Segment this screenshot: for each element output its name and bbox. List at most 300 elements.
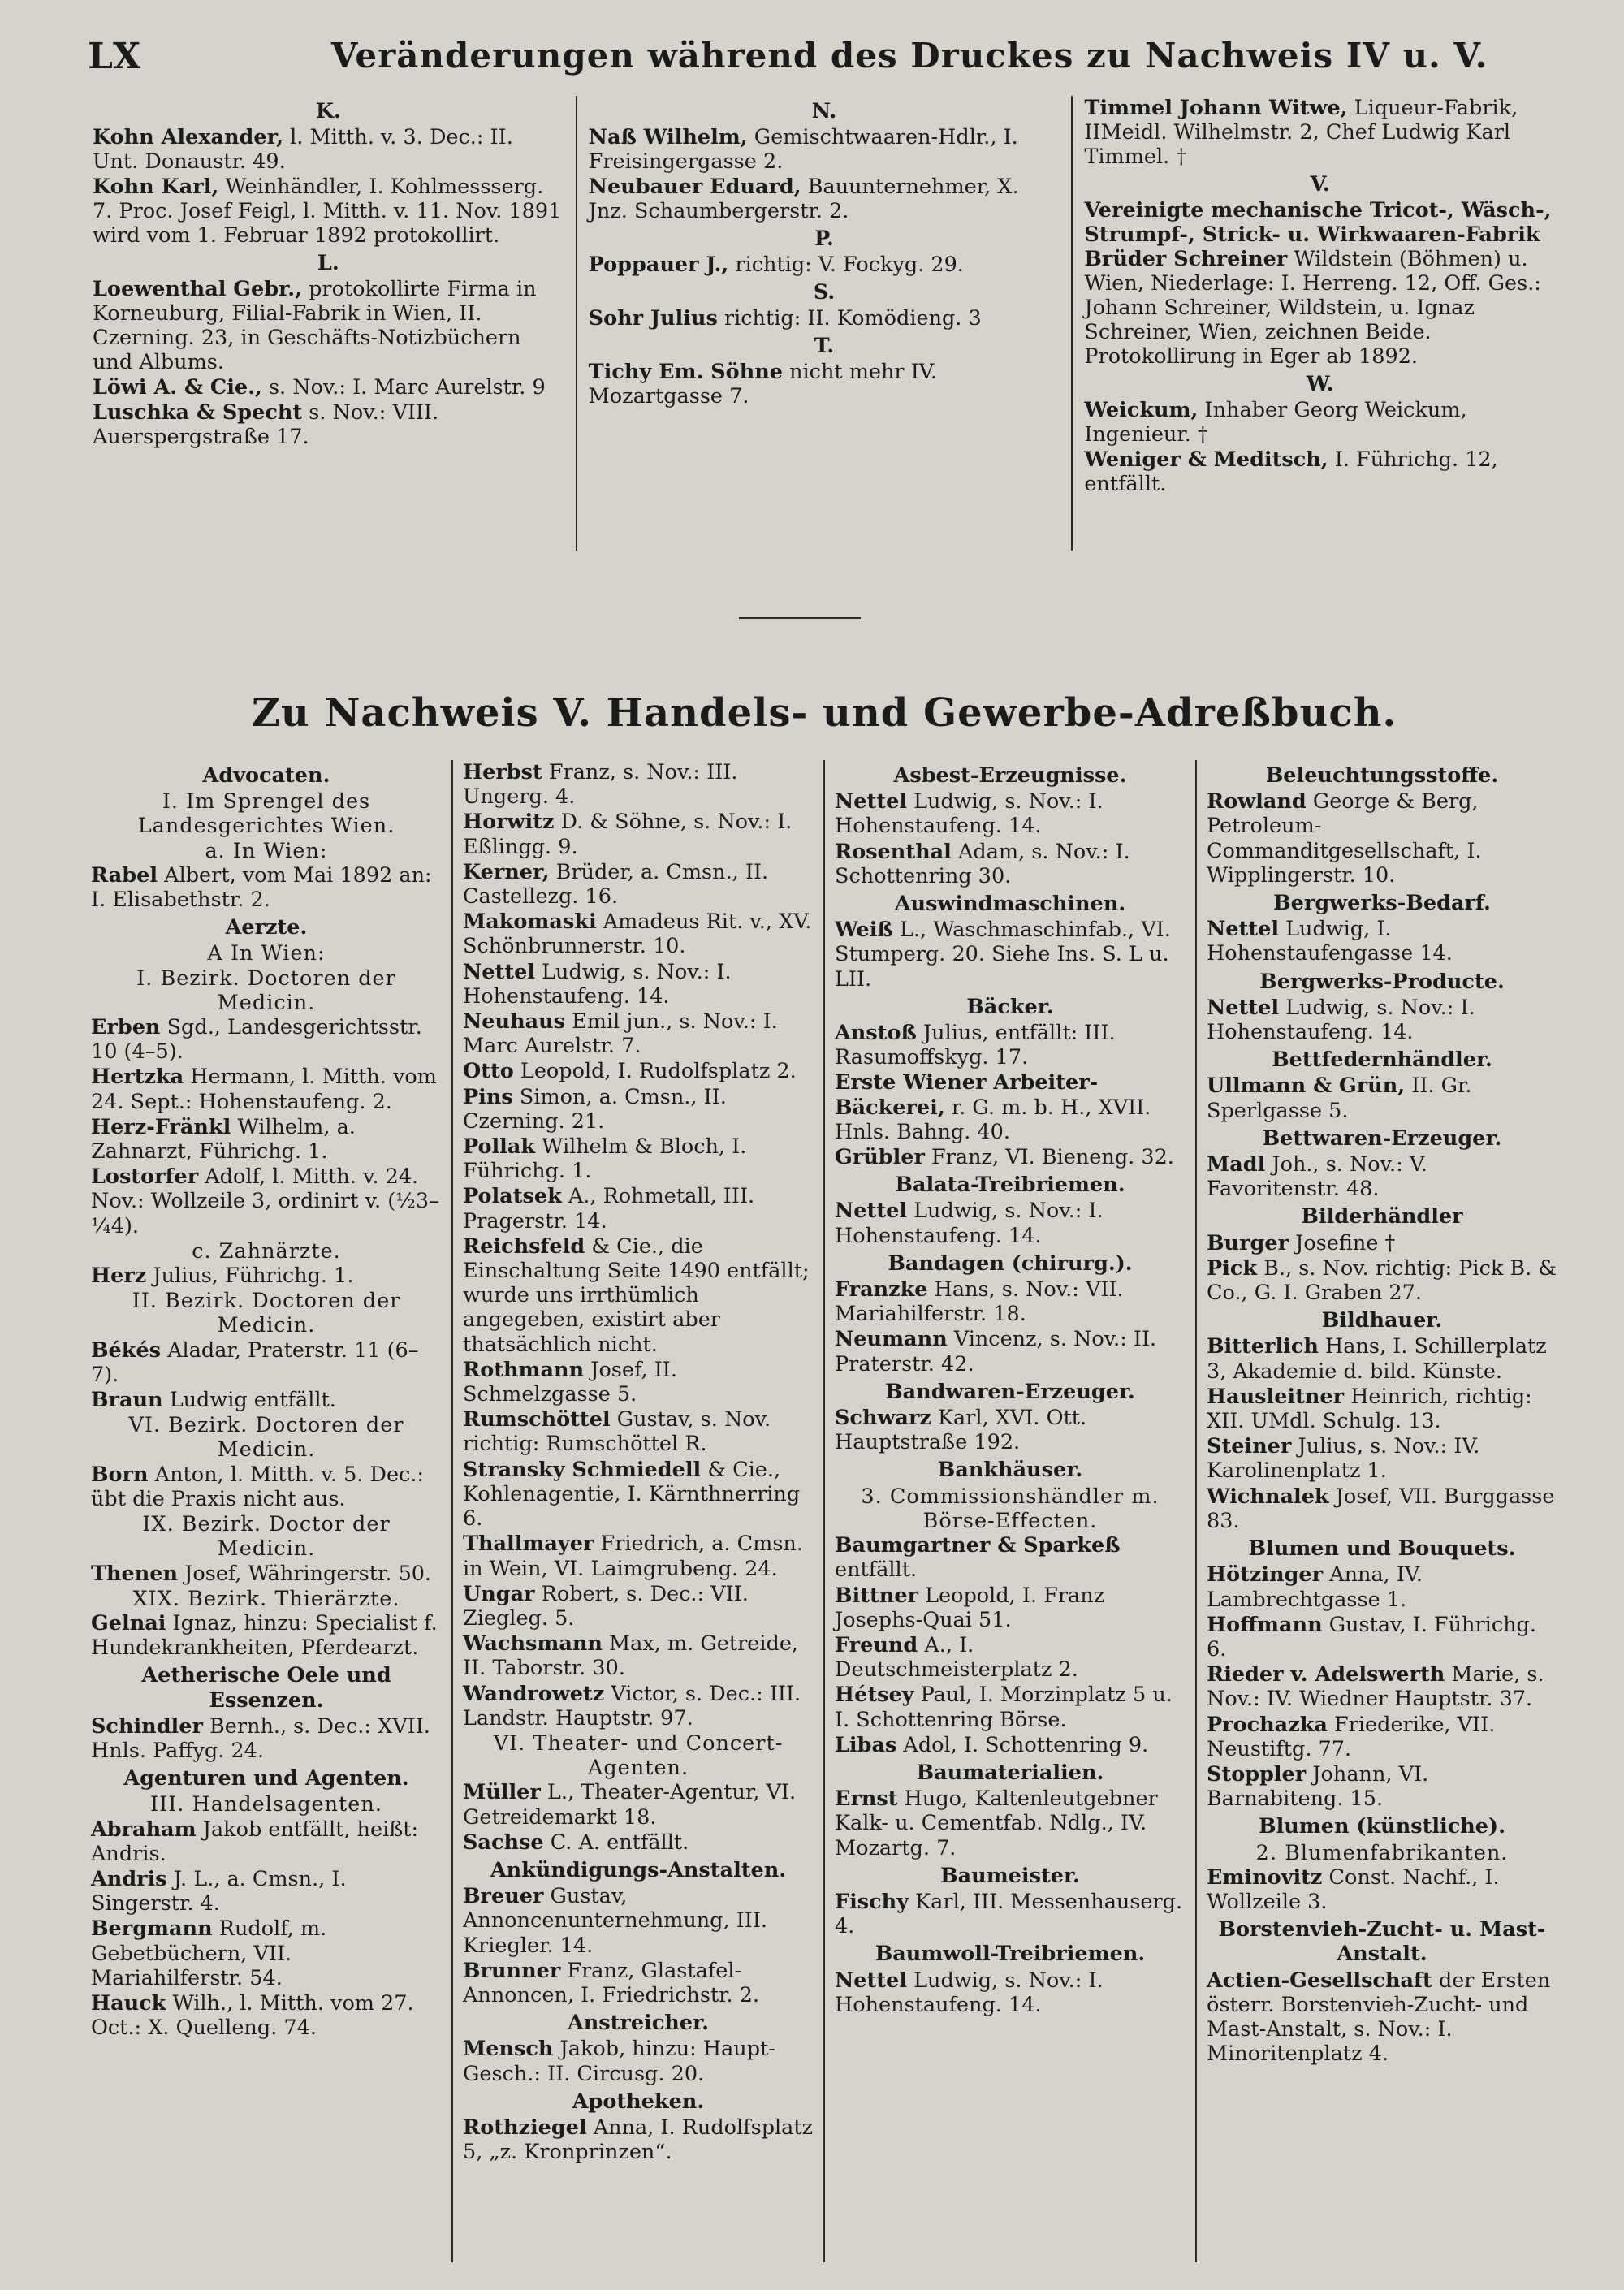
directory-entry: [1207, 1762, 1557, 1811]
directory-entry: [1207, 1256, 1557, 1305]
directory-entry: [93, 277, 564, 374]
category-heading: Agenturen und Agenten.: [123, 1766, 409, 1791]
entry-details: Friedrich, a. Cmsn. in Wein, VI. Laimgrubeng. 24.: [463, 1532, 803, 1581]
entry-details: Liqueur-Fabrik, IIMeidl. Wilhelmstr. 2, Chef Ludwig Karl Timmel. †: [1084, 96, 1518, 169]
entry-name: Horwitz: [463, 810, 555, 835]
entry-name: Polatsek: [463, 1184, 562, 1209]
entry-details: Gustav, s. Nov. richtig: Rumschöttel R.: [463, 1407, 771, 1457]
directory-entry: [93, 375, 564, 400]
subcategory-heading: I. Bezirk. Doctoren der Medicin.: [136, 966, 396, 1015]
entry-name: Rosenthal: [835, 839, 952, 864]
directory-entry: [1084, 96, 1556, 169]
entry-details: s. Nov.: VIII. Auerspergstraße 17.: [93, 400, 439, 449]
directory-entry: [1207, 1484, 1557, 1533]
subcategory-heading: II. Bezirk. Doctoren der Medicin.: [132, 1289, 401, 1338]
entry-details: George & Berg, Petroleum-Commanditgesellschaft, I. Wipplingerstr. 10.: [1207, 789, 1482, 888]
subcategory-heading: A In Wien:: [207, 941, 326, 966]
entry-name: Mensch: [463, 2037, 554, 2062]
entry-details: Josefine †: [1289, 1230, 1396, 1255]
directory-entry: [91, 1338, 442, 1387]
entry-details: Ludwig, I. Hohenstaufengasse 14.: [1207, 917, 1453, 966]
directory-entry: [463, 1184, 814, 1233]
entry-details: Brüder, a. Cmsn., II. Castellezg. 16.: [463, 859, 769, 910]
entry-name: Bergmann: [91, 1916, 213, 1942]
directory-entry: [1207, 1713, 1557, 1761]
directory-entry: [93, 175, 564, 248]
category-heading: Balata-Treibriemen.: [895, 1173, 1125, 1198]
directory-entry: [93, 400, 564, 449]
category-heading: Auswindmaschinen.: [894, 892, 1126, 917]
entry-details: Marie, s. Nov.: IV. Wiedner Hauptstr. 37.: [1207, 1662, 1544, 1712]
directory-entry: [835, 1683, 1186, 1731]
entry-details: Victor, s. Dec.: III. Landstr. Hauptstr. 97.: [463, 1681, 801, 1730]
entry-name: Brunner: [463, 1958, 561, 1983]
directory-entry: [91, 1562, 442, 1586]
entry-details: A., I. Deutschmeisterplatz 2.: [835, 1632, 1078, 1683]
entry-name: Kohn Alexander,: [93, 125, 284, 149]
directory-entry: [91, 1015, 442, 1064]
entry-details: & Cie., die Einschaltung Seite 1490 entfällt; wurde uns irrthümlich angegeben, existirt aber thatsächlich nicht.: [463, 1234, 810, 1357]
entry-name: Erben: [91, 1015, 161, 1040]
entry-name: Naß Wilhelm,: [588, 125, 748, 149]
entry-name: Ungar: [463, 1581, 535, 1606]
entry-details: Vincenz, s. Nov.: II. Praterstr. 42.: [835, 1327, 1157, 1376]
directory-entry: [835, 1145, 1186, 1169]
entry-name: Burger: [1207, 1230, 1289, 1255]
entry-details: Ludwig, s. Nov.: I. Hohenstaufeng. 14.: [835, 1968, 1104, 2017]
entry-name: Neubauer Eduard,: [588, 175, 801, 199]
entry-name: Poppauer J.,: [588, 253, 729, 277]
entry-details: C. A. entfällt.: [543, 1830, 689, 1855]
directory-entry: [463, 2037, 814, 2085]
directory-entry: [1084, 447, 1556, 496]
entry-name: Libas: [835, 1732, 897, 1757]
entry-details: D. & Söhne, s. Nov.: I. Eßlingg. 9.: [463, 810, 793, 859]
address-column-1: [81, 760, 451, 2262]
entry-details: Bauunternehmer, X. Jnz. Schaumbergerstr. 2.: [588, 175, 1019, 223]
entry-name: Freund: [835, 1632, 918, 1657]
entry-name: Nettel: [835, 1199, 908, 1224]
subcategory-heading: 2. Blumenfabrikanten.: [1255, 1840, 1509, 1865]
directory-entry: [589, 175, 1060, 223]
entry-details: Wilhelm & Bloch, I. Führichg. 1.: [463, 1134, 747, 1184]
category-heading: Asbest-Erzeugnisse.: [893, 763, 1127, 788]
directory-entry: [835, 840, 1186, 888]
subcategory-heading: XIX. Bezirk. Thierärzte.: [132, 1586, 400, 1611]
directory-entry: [91, 1388, 442, 1412]
category-heading: N.: [811, 99, 837, 123]
entry-details: Hugo, Kaltenleutgebner Kalk- u. Cementfab. Ndlg., IV. Mozartg. 7.: [835, 1787, 1158, 1860]
directory-entry: [1207, 1865, 1557, 1914]
directory-entry: [1207, 1385, 1557, 1433]
entry-name: Nettel: [1207, 917, 1280, 942]
subcategory-heading: a. In Wien:: [205, 838, 328, 863]
subcategory-heading: c. Zahnärzte.: [192, 1238, 341, 1264]
entry-details: Josef, VII. Burggasse 83.: [1207, 1484, 1555, 1533]
address-book-section: [81, 760, 1567, 2262]
entry-details: nicht mehr IV. Mozartgasse 7.: [588, 360, 937, 408]
entry-name: Lostorfer: [91, 1164, 199, 1190]
directory-entry: [91, 1065, 442, 1113]
directory-entry: [463, 1009, 814, 1058]
entry-name: Grübler: [835, 1145, 925, 1170]
entry-name: Pins: [463, 1084, 513, 1109]
directory-entry: [463, 1830, 814, 1855]
entry-name: Rowland: [1207, 789, 1307, 814]
entry-details: Ludwig, s. Nov.: I. Hohenstaufeng. 14.: [1207, 995, 1475, 1045]
entry-details: Karl, XVI. Ott. Hauptstraße 192.: [835, 1406, 1087, 1455]
entry-details: Anna, IV. Lambrechtgasse 1.: [1207, 1562, 1423, 1612]
entry-name: Gelnai: [91, 1610, 166, 1635]
entry-details: Wilhelm, a. Zahnarzt, Führichg. 1.: [91, 1114, 356, 1164]
entry-name: Timmel Johann Witwe,: [1084, 96, 1348, 120]
directory-entry: [835, 1277, 1186, 1326]
entry-name: Pollak: [463, 1134, 536, 1160]
directory-entry: [91, 1115, 442, 1164]
directory-entry: [1207, 1613, 1557, 1661]
entry-name: Vereinigte mechanische Tricot-, Wäsch-, Strumpf-, Strick- u. Wirkwaaren-Fabrik Brüder Schreiner: [1084, 198, 1552, 271]
entry-name: Otto: [463, 1059, 514, 1084]
directory-entry: [1207, 1231, 1557, 1255]
directory-entry: [835, 1406, 1186, 1454]
entry-name: Hauck: [91, 1990, 166, 2016]
entry-name: Madl: [1207, 1152, 1266, 1177]
entry-details: II. Gr. Sperlgasse 5.: [1207, 1074, 1472, 1123]
category-heading: K.: [315, 99, 341, 123]
entry-details: Johann, VI. Barnabiteng. 15.: [1207, 1761, 1429, 1812]
entry-name: Nettel: [835, 1968, 908, 1993]
entry-details: Simon, a. Cmsn., II. Czerning. 21.: [463, 1084, 727, 1134]
directory-entry: [463, 1085, 814, 1134]
entry-name: Born: [91, 1462, 149, 1487]
entry-details: Josef, II. Schmelzgasse 5.: [463, 1357, 677, 1407]
entry-details: Sgd., Landesgerichtsstr. 10 (4–5).: [91, 1015, 422, 1065]
entry-details: Franz, s. Nov.: III. Ungerg. 4.: [463, 760, 738, 810]
entry-details: Josef, Währingerstr. 50.: [178, 1561, 432, 1586]
directory-entry: [589, 125, 1060, 174]
directory-entry: [463, 1780, 814, 1829]
entry-details: Adolf, l. Mitth. v. 24. Nov.: Wollzeile 3, ordinirt v. (½3–¼4).: [91, 1164, 439, 1238]
directory-entry: [463, 1234, 814, 1357]
entry-details: L., Theater-Agentur, VI. Getreidemarkt 18.: [463, 1780, 797, 1830]
directory-entry: [1207, 1152, 1557, 1201]
directory-entry: [589, 306, 1060, 331]
subcategory-heading: IX. Bezirk. Doctor der Medicin.: [142, 1512, 391, 1562]
entry-name: Rothmann: [463, 1357, 585, 1382]
entry-name: Rieder v. Adelswerth: [1207, 1662, 1445, 1687]
entry-name: Thenen: [91, 1561, 179, 1586]
category-heading: Borstenvieh-Zucht- u. Mast-Anstalt.: [1218, 1917, 1546, 1967]
entry-details: Leopold, I. Rudolfsplatz 2.: [513, 1059, 797, 1084]
entry-details: Julius, Führichg. 1.: [146, 1264, 354, 1289]
entry-details: Ludwig entfällt.: [162, 1388, 336, 1413]
category-heading: S.: [813, 280, 836, 305]
entry-details: Hans, s. Nov.: VII. Mariahilferstr. 18.: [835, 1277, 1124, 1327]
directory-entry: [1207, 1334, 1557, 1383]
entry-details: der Ersten österr. Borstenvieh-Zucht- und Mast-Anstalt, s. Nov.: I. Minoritenplatz 4.: [1207, 1968, 1551, 2067]
directory-entry: [91, 1991, 442, 2040]
entry-details: richtig: II. Komödieng. 3: [717, 306, 982, 331]
directory-entry: [1207, 1434, 1557, 1483]
category-heading: Bäcker.: [966, 994, 1054, 1019]
directory-entry: [91, 1164, 442, 1238]
entry-name: Erste Wiener Arbeiter-Bäckerei,: [835, 1070, 1099, 1120]
directory-entry: [463, 810, 814, 858]
entry-details: Anna, I. Rudolfsplatz 5, „z. Kronprinzen“.: [463, 2115, 814, 2165]
entry-name: Bittner: [835, 1583, 918, 1608]
directory-entry: [463, 1582, 814, 1631]
directory-entry: [463, 1358, 814, 1406]
entry-name: Sachse: [463, 1830, 544, 1855]
entry-name: Nettel: [1207, 995, 1280, 1020]
entry-name: Franzke: [835, 1277, 928, 1303]
entry-name: Schindler: [91, 1713, 203, 1739]
directory-entry: [91, 1264, 442, 1288]
entry-details: Leopold, I. Franz Josephs-Quai 51.: [835, 1583, 1105, 1632]
entry-name: Weniger & Meditsch,: [1084, 447, 1328, 472]
directory-entry: [1207, 1968, 1557, 2067]
entry-name: Kohn Karl,: [93, 175, 219, 199]
entry-details: A., Rohmetall, III. Pragerstr. 14.: [463, 1184, 755, 1234]
entry-name: Löwi A. & Cie.,: [93, 375, 262, 400]
category-heading: Bettwaren-Erzeuger.: [1262, 1126, 1502, 1151]
entry-details: I. Führichg. 12, entfällt.: [1084, 447, 1498, 496]
entry-name: Herz: [91, 1264, 147, 1289]
entry-details: Wilh., l. Mitth. vom 27. Oct.: X. Quelleng. 74.: [91, 1990, 414, 2041]
entry-name: Abraham: [91, 1817, 197, 1842]
entry-details: B., s. Nov. richtig: Pick B. & Co., G. I. Graben 27.: [1207, 1255, 1557, 1306]
entry-name: Rothziegel: [463, 2115, 587, 2140]
directory-entry: [589, 360, 1060, 408]
directory-entry: [463, 1134, 814, 1183]
directory-entry: [835, 1787, 1186, 1860]
entry-name: Wichnalek: [1207, 1484, 1329, 1509]
entry-name: Tichy Em. Söhne: [588, 360, 783, 384]
entry-details: Max, m. Getreide, II. Taborstr. 30.: [463, 1631, 799, 1681]
entry-details: J. L., a. Cmsn., I. Singerstr. 4.: [91, 1866, 347, 1916]
directory-entry: [1207, 789, 1557, 888]
directory-entry: [91, 1867, 442, 1916]
entry-details: Amadeus Rit. v., XV. Schönbrunnerstr. 10.: [463, 910, 812, 959]
entry-name: Herbst: [463, 760, 542, 784]
entry-name: Schwarz: [835, 1406, 931, 1431]
entry-name: Eminovitz: [1207, 1864, 1323, 1890]
entry-details: Franz, VI. Bieneng. 32.: [924, 1145, 1174, 1170]
entry-details: Adam, s. Nov.: I. Schottenring 30.: [835, 839, 1130, 888]
directory-entry: [463, 910, 814, 958]
entry-name: Hoffmann: [1207, 1612, 1323, 1637]
category-heading: P.: [814, 227, 834, 251]
category-heading: Aetherische Oele und Essenzen.: [141, 1663, 391, 1713]
section-divider: [739, 617, 861, 619]
entry-details: Karl, III. Messenhauserg. 4.: [835, 1889, 1183, 1939]
changes-column-2: [576, 96, 1072, 551]
category-heading: Bergwerks-Producte.: [1259, 969, 1505, 994]
entry-details: Ludwig, s. Nov.: I. Hohenstaufeng. 14.: [835, 789, 1104, 839]
entry-details: l. Mitth. v. 3. Dec.: II. Unt. Donaustr. 49.: [93, 125, 513, 174]
entry-details: L., Waschmaschinfab., VI. Stumperg. 20. Siehe Ins. S. L u. LII.: [835, 918, 1171, 992]
entry-name: Müller: [463, 1780, 541, 1805]
entry-details: entfällt.: [835, 1558, 918, 1583]
entry-details: Robert, s. Dec.: VII. Ziegleg. 5.: [463, 1581, 749, 1631]
entry-name: Herz-Fränkl: [91, 1114, 231, 1139]
category-heading: Apotheken.: [572, 2089, 705, 2114]
directory-entry: [835, 1633, 1186, 1682]
entry-details: Emil jun., s. Nov.: I. Marc Aurelstr. 7.: [463, 1009, 778, 1059]
entry-name: Hertzka: [91, 1065, 184, 1090]
category-heading: V.: [1310, 172, 1330, 197]
entry-details: Bernh., s. Dec.: XVII. Hnls. Paffyg. 24.: [91, 1713, 430, 1763]
entry-details: Julius, s. Nov.: IV. Karolinenplatz 1.: [1207, 1434, 1480, 1484]
directory-entry: [463, 1407, 814, 1456]
page-title: Veränderungen während des Druckes zu Nachweis IV u. V.: [330, 36, 1488, 76]
category-heading: Advocaten.: [202, 763, 330, 788]
category-heading: Bandwaren-Erzeuger.: [885, 1379, 1135, 1404]
subcategory-heading: 3. Commissionshändler m. Börse-Effecten.: [861, 1484, 1160, 1533]
changes-column-1: [81, 96, 576, 551]
entry-name: Rumschöttel: [463, 1407, 611, 1432]
directory-entry: [1084, 198, 1556, 369]
entry-name: Weiß: [835, 918, 893, 943]
entry-name: Neuhaus: [463, 1009, 566, 1035]
category-heading: Bandagen (chirurg.).: [888, 1251, 1133, 1276]
entry-details: r. G. m. b. H., XVII. Hnls. Bahng. 40.: [835, 1095, 1151, 1144]
category-heading: Ankündigungs-Anstalten.: [490, 1857, 787, 1882]
entry-details: Julius, entfällt: III. Rasumoffskyg. 17.: [835, 1021, 1116, 1070]
entry-details: Ignaz, hinzu: Specialist f. Hundekrankheiten, Pferdearzt.: [91, 1610, 438, 1661]
entry-details: Inhaber Georg Weickum, Ingenieur. †: [1084, 398, 1467, 447]
section-title: Zu Nachweis V. Handels- und Gewerbe-Adreßbuch.: [251, 690, 1397, 736]
directory-entry: [835, 1327, 1186, 1376]
directory-entry: [91, 1714, 442, 1763]
entry-details: Franz, Glastafel-Annoncen, I. Friedrichstr. 2.: [463, 1958, 760, 2007]
entry-name: Sohr Julius: [588, 306, 718, 331]
directory-entry: [835, 1199, 1186, 1247]
entry-name: Wachsmann: [463, 1631, 603, 1657]
subcategory-heading: VI. Bezirk. Doctoren der Medicin.: [128, 1413, 404, 1463]
directory-entry: [835, 1584, 1186, 1632]
entry-details: Gemischtwaaren-Hdlr., I. Freisingergasse 2.: [588, 125, 1018, 174]
directory-entry: [1207, 1074, 1557, 1122]
directory-entry: [835, 1533, 1186, 1582]
directory-entry: [1207, 917, 1557, 966]
category-heading: Blumen und Bouquets.: [1248, 1536, 1516, 1562]
entry-details: Friederike, VII. Neustiftg. 77.: [1207, 1712, 1496, 1761]
subcategory-heading: I. Im Sprengel des Landesgerichtes Wien.: [137, 789, 395, 839]
entry-name: Békés: [91, 1337, 162, 1363]
entry-name: Fischy: [835, 1889, 909, 1914]
directory-entry: [91, 1817, 442, 1866]
page-folio: LX: [88, 36, 141, 77]
directory-entry: [463, 2115, 814, 2164]
entry-details: Ludwig, s. Nov.: I. Hohenstaufeng. 14.: [835, 1199, 1104, 1248]
directory-entry: [835, 918, 1186, 992]
directory-entry: [835, 789, 1186, 838]
category-heading: Baumaterialien.: [916, 1760, 1104, 1785]
entry-name: Weickum,: [1084, 398, 1199, 422]
directory-entry: [91, 1611, 442, 1660]
entry-name: Thallmayer: [463, 1532, 594, 1557]
category-heading: Bankhäuser.: [937, 1458, 1083, 1483]
entry-details: Albert, vom Mai 1892 an: I. Elisabethstr. 2.: [91, 862, 432, 913]
entry-name: Stoppler: [1207, 1761, 1307, 1787]
entry-details: Joh., s. Nov.: V. Favoritenstr. 48.: [1207, 1152, 1427, 1202]
directory-entry: [463, 860, 814, 909]
entry-details: Jakob, hinzu: Haupt-Gesch.: II. Circusg. 20.: [463, 2037, 775, 2086]
entry-details: Heinrich, richtig: XII. UMdl. Schulg. 13.: [1207, 1384, 1532, 1434]
entry-name: Andris: [91, 1866, 167, 1891]
category-heading: T.: [814, 334, 835, 358]
entry-name: Bitterlich: [1207, 1334, 1319, 1359]
directory-entry: [463, 1959, 814, 2007]
entry-details: Jakob entfällt, heißt: Andris.: [91, 1817, 419, 1866]
entry-details: Gustav, Annoncenunternehmung, III. Kriegler. 14.: [463, 1884, 768, 1958]
category-heading: L.: [317, 251, 339, 275]
entry-details: Const. Nachf., I. Wollzeile 3.: [1207, 1864, 1500, 1914]
subcategory-heading: III. Handelsagenten.: [150, 1792, 382, 1817]
category-heading: Aerzte.: [225, 915, 308, 940]
entry-name: Pick: [1207, 1255, 1258, 1281]
entry-name: Steiner: [1207, 1434, 1292, 1459]
category-heading: Bettfedernhändler.: [1272, 1048, 1492, 1073]
category-heading: Beleuchtungsstoffe.: [1265, 763, 1499, 788]
changes-column-3: [1071, 96, 1567, 551]
entry-name: Stransky Schmiedell: [463, 1457, 702, 1482]
category-heading: Anstreicher.: [567, 2011, 710, 2036]
entry-name: Kerner,: [463, 859, 550, 884]
entry-details: Adol, I. Schottenring 9.: [896, 1732, 1149, 1757]
entry-name: Loewenthal Gebr.,: [93, 277, 302, 301]
directory-entry: [463, 1682, 814, 1730]
category-heading: W.: [1306, 372, 1334, 396]
entry-name: Rabel: [91, 862, 158, 888]
directory-entry: [91, 863, 442, 912]
entry-details: Anton, l. Mitth. v. 5. Dec.: übt die Praxis nicht aus.: [91, 1462, 425, 1511]
directory-entry: [1084, 398, 1556, 447]
entry-details: Paul, I. Morzinplatz 5 u. I. Schottenring Börse.: [835, 1683, 1173, 1732]
category-heading: Baumwoll-Treibriemen.: [875, 1942, 1146, 1967]
directory-entry: [463, 960, 814, 1009]
entry-name: Hötzinger: [1207, 1562, 1324, 1588]
directory-entry: [463, 1532, 814, 1580]
entry-name: Makomaski: [463, 910, 597, 935]
entry-name: Breuer: [463, 1884, 544, 1909]
entry-name: Ullmann & Grün,: [1207, 1074, 1406, 1099]
category-heading: Blumen (künstliche).: [1259, 1814, 1505, 1839]
entry-name: Baumgartner & Sparkeß: [835, 1533, 1121, 1558]
entry-details: protokollirte Firma in Korneuburg, Filial-Fabrik in Wien, II. Czerning. 23, in Geschäfts-Notizbüchern und Albums.: [93, 277, 537, 374]
directory-entry: [463, 760, 814, 809]
directory-entry: [835, 1070, 1186, 1144]
category-heading: Bergwerks-Bedarf.: [1273, 891, 1491, 916]
entry-name: Nettel: [463, 959, 536, 984]
entry-name: Reichsfeld: [463, 1234, 585, 1259]
category-heading: Bildhauer.: [1321, 1308, 1443, 1333]
category-heading: Baumeister.: [940, 1863, 1080, 1888]
entry-name: Hausleitner: [1207, 1384, 1345, 1409]
directory-entry: [463, 1631, 814, 1680]
entry-name: Actien-Gesellschaft: [1207, 1968, 1432, 1993]
directory-entry: [93, 125, 564, 174]
directory-entry: [1207, 1562, 1557, 1611]
address-column-3: [823, 760, 1195, 2262]
directory-entry: [463, 1059, 814, 1083]
entry-name: Nettel: [835, 789, 908, 814]
entry-name: Anstoß: [835, 1021, 917, 1046]
directory-entry: [589, 253, 1060, 277]
entry-name: Wandrowetz: [463, 1681, 605, 1706]
entry-name: Hétsey: [835, 1683, 914, 1708]
